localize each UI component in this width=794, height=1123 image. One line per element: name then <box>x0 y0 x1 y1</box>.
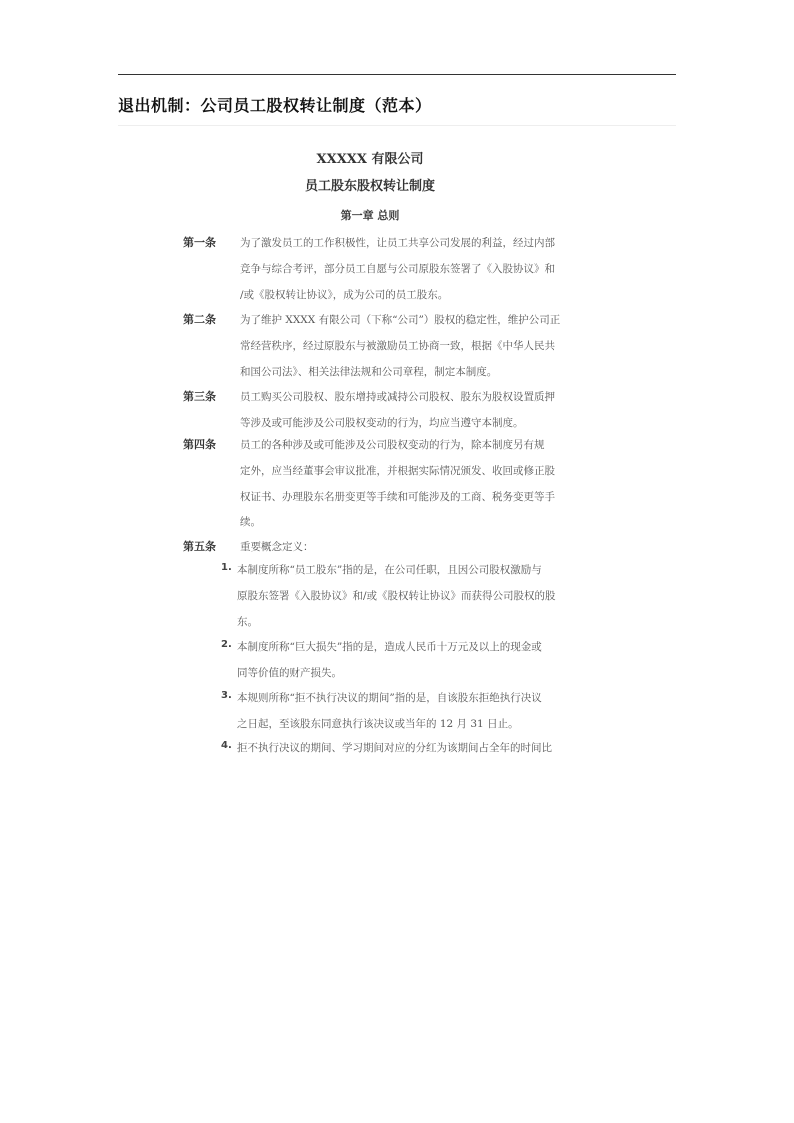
article-label: 第三条 <box>183 390 216 403</box>
top-divider <box>118 74 676 75</box>
article-label: 第五条 <box>183 540 216 553</box>
definition-number: 3. <box>221 690 232 701</box>
article-text-line: 和国公司法》、相关法律法规和公司章程，制定本制度。 <box>240 366 498 378</box>
article-text-line: 为了维护 XXXX 有限公司（下称“公司”）股权的稳定性，维护公司正 <box>240 314 561 326</box>
article-text-line: 员工购买公司股权、股东增持或减持公司股权、股东为股权设置质押 <box>240 391 555 403</box>
definition-text-line: 同等价值的财产损失。 <box>237 667 342 679</box>
definition-text-line: 原股东签署《入股协议》和/或《股权转让协议》而获得公司股权的股 <box>237 590 556 602</box>
page-title: 退出机制：公司员工股权转让制度（范本） <box>118 96 432 115</box>
definition-text-line: 本规则所称“拒不执行决议的期间”指的是，自该股东拒绝执行决议 <box>237 692 542 704</box>
definition-number: 1. <box>221 562 232 573</box>
article-text-line: 常经营秩序，经过原股东与被激励员工协商一致，根据《中华人民共 <box>240 340 555 352</box>
title-divider <box>118 125 676 126</box>
article-text-line: 权证书、办理股东名册变更等手续和可能涉及的工商、税务变更等手 <box>240 491 555 503</box>
article-text-line: 员工的各种涉及或可能涉及公司股权变动的行为，除本制度另有规 <box>240 439 545 451</box>
definition-text-line: 拒不执行决议的期间、学习期间对应的分红为该期间占全年的时间比 <box>237 742 552 754</box>
article-label: 第二条 <box>183 313 216 326</box>
article-text-line: 为了激发员工的工作积极性，让员工共享公司发展的利益，经过内部 <box>240 237 555 249</box>
article-text-line: 竞争与综合考评，部分员工自愿与公司原股东签署了《入股协议》和 <box>240 263 555 275</box>
definition-number: 4. <box>221 740 232 751</box>
article-text-line: 续。 <box>240 516 261 528</box>
definition-number: 2. <box>221 639 232 650</box>
definition-text-line: 本制度所称“巨大损失”指的是，造成人民币十万元及以上的现金或 <box>237 641 542 653</box>
article-label: 第一条 <box>183 236 216 249</box>
chapter-heading: 第一章 总则 <box>340 209 400 222</box>
article-text-line: /或《股权转让协议》，成为公司的员工股东。 <box>240 289 449 301</box>
company-name: XXXXX 有限公司 <box>316 152 424 167</box>
definition-text-line: 之日起，至该股东同意执行该决议或当年的 12 月 31 日止。 <box>237 718 519 730</box>
article-text-line: 定外，应当经董事会审议批准，并根据实际情况颁发、收回或修正股 <box>240 465 555 477</box>
article-text-line: 重要概念定义： <box>240 541 314 553</box>
definition-text-line: 东。 <box>237 616 258 628</box>
article-text-line: 等涉及或可能涉及公司股权变动的行为，均应当遵守本制度。 <box>240 417 524 429</box>
document-title: 员工股东股权转让制度 <box>304 179 435 194</box>
article-label: 第四条 <box>183 438 216 451</box>
definition-text-line: 本制度所称“员工股东”指的是，在公司任职，且因公司股权激励与 <box>237 564 542 576</box>
